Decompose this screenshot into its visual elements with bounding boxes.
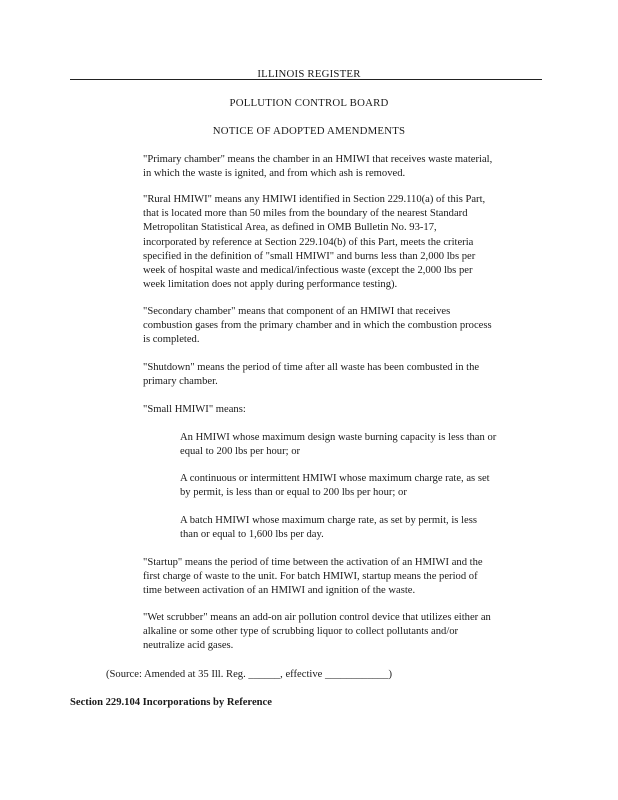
definition-line: primary chamber.	[143, 376, 218, 388]
definition-line: specified in the definition of "small HMIWI" and burns less than 2,000 lbs per	[143, 250, 476, 262]
item-line: A continuous or intermittent HMIWI whose maximum charge rate, as set	[180, 473, 490, 484]
definition-line: incorporated by reference at Section 229.104(b) of this Part, meets the criteria	[143, 236, 474, 248]
definition-line: in which the waste is ignited, and from which ash is removed.	[143, 168, 406, 180]
definition-line: week limitation does not apply during performance testing).	[143, 279, 398, 291]
item-line: by permit, is less than or equal to 200 lbs per hour; or	[180, 487, 407, 499]
definition-line: is completed.	[143, 334, 200, 346]
definition-line: "Startup" means the period of time between the activation of an HMIWI and the	[143, 557, 483, 568]
small-hmiwi-item-2	[180, 472, 550, 500]
section-heading: Section 229.104 Incorporations by Reference	[70, 697, 272, 708]
item-line: than or equal to 1,600 lbs per day.	[180, 529, 324, 541]
definition-line: neutralize acid gases.	[143, 640, 234, 652]
definition-line: "Wet scrubber" means an add-on air pollution control device that utilizes either an	[143, 612, 491, 623]
notice-title: NOTICE OF ADOPTED AMENDMENTS	[212, 125, 406, 137]
definition-shutdown	[143, 361, 548, 389]
definition-line: week of hospital waste and medical/infectious waste (except the 2,000 lbs per	[143, 265, 473, 277]
definition-line: "Primary chamber" means the chamber in an HMIWI that receives waste material,	[143, 154, 493, 165]
source-note: (Source: Amended at 35 Ill. Reg. ______, effective ____________)	[106, 669, 393, 680]
header-divider	[70, 79, 542, 80]
register-title: ILLINOIS REGISTER	[257, 68, 361, 80]
definition-small-hmiwi	[143, 403, 548, 417]
definition-line: Metropolitan Statistical Area, as defined in OMB Bulletin No. 93-17,	[143, 222, 437, 234]
definition-wet-scrubber	[143, 611, 548, 654]
definition-line: alkaline or some other type of scrubbing liquor to collect pollutants and/or	[143, 626, 459, 638]
definition-line: that is located more than 50 miles from the boundary of the nearest Standard	[143, 208, 468, 220]
definition-secondary-chamber	[143, 305, 548, 348]
definition-rural-hmiwi	[143, 193, 548, 292]
definition-line: first charge of waste to the unit. For batch HMIWI, startup means the period of	[143, 571, 478, 583]
small-hmiwi-item-1	[180, 431, 550, 459]
item-line: A batch HMIWI whose maximum charge rate, as set by permit, is less	[180, 515, 477, 526]
definition-line: time between activation of an HMIWI and ignition of the waste.	[143, 585, 416, 597]
definition-line: "Rural HMIWI" means any HMIWI identified in Section 229.110(a) of this Part,	[143, 194, 486, 205]
definition-line: "Small HMIWI" means:	[143, 404, 246, 415]
definition-line: "Secondary chamber" means that component of an HMIWI that receives	[143, 306, 451, 317]
definition-primary-chamber	[143, 153, 548, 181]
board-title: POLLUTION CONTROL BOARD	[229, 97, 389, 109]
definition-startup	[143, 556, 548, 599]
item-line: An HMIWI whose maximum design waste burning capacity is less than or	[180, 432, 497, 443]
definition-line: "Shutdown" means the period of time after all waste has been combusted in the	[143, 362, 480, 373]
definition-line: combustion gases from the primary chamber and in which the combustion process	[143, 320, 492, 332]
item-line: equal to 200 lbs per hour; or	[180, 446, 301, 458]
small-hmiwi-item-3	[180, 514, 550, 542]
